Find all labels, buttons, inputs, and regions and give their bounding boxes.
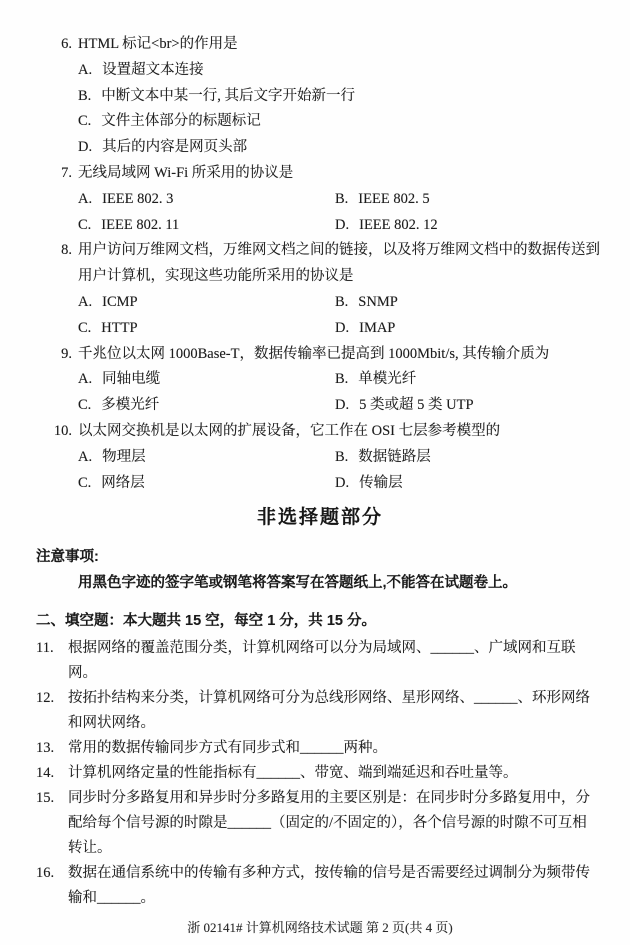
question-7 xyxy=(36,161,604,238)
question-text: 同步时分多路复用和异步时分多路复用的主要区别是：在同步时分多路复用中，分 xyxy=(68,790,590,807)
question-text: 根据网络的覆盖范围分类，计算机网络可以分为局域网、______、广域网和互联网。 xyxy=(68,640,576,682)
option-text: 其后的内容是网页头部 xyxy=(102,139,248,156)
option-label: D. xyxy=(335,474,350,491)
question-15 xyxy=(36,786,604,861)
option-text: 多模光纤 xyxy=(101,397,160,414)
option-d xyxy=(335,471,604,497)
option-list xyxy=(78,187,604,239)
question-text: 用户访问万维网文档，万维网文档之间的链接，以及将万维网文档中的数据传送到 xyxy=(78,242,600,259)
option-label: D. xyxy=(335,216,350,233)
option-c xyxy=(78,471,335,497)
option-b xyxy=(335,445,604,471)
option-d xyxy=(335,316,604,342)
question-text: 按拓扑结构来分类，计算机网络可分为总线形网络、星形网络、______、环形网络 xyxy=(68,690,590,707)
option-a xyxy=(78,187,335,213)
question-number: 6. xyxy=(61,36,72,52)
option-label: D. xyxy=(335,397,350,414)
option-label: A. xyxy=(78,190,93,207)
question-13 xyxy=(36,736,604,761)
option-label: B. xyxy=(78,87,92,104)
option-label: B. xyxy=(335,190,349,207)
option-b xyxy=(335,367,604,393)
option-text: 物理层 xyxy=(102,448,146,465)
question-number: 14. xyxy=(36,765,55,782)
question-text: HTML 标记<br>的作用是 xyxy=(78,36,238,52)
option-list xyxy=(78,290,604,342)
option-text: IEEE 802. 5 xyxy=(358,190,430,207)
notice-title: 注意事项: xyxy=(36,549,99,566)
option-text: 文件主体部分的标题标记 xyxy=(101,113,261,130)
option-text: 5 类或超 5 类 UTP xyxy=(359,397,474,414)
option-label: A. xyxy=(78,448,93,465)
option-d xyxy=(78,135,604,161)
option-a xyxy=(78,290,335,316)
fill-questions xyxy=(36,636,604,911)
option-label: C. xyxy=(78,319,92,336)
notice-text: 用黑色字迹的签字笔或钢笔将答案写在答题纸上,不能答在试题卷上。 xyxy=(78,575,518,592)
question-number: 7. xyxy=(61,164,72,181)
question-number: 9. xyxy=(61,345,72,362)
question-11 xyxy=(36,636,604,686)
option-text: ICMP xyxy=(102,293,138,310)
option-label: C. xyxy=(78,216,92,233)
option-text: 数据链路层 xyxy=(358,448,431,465)
option-text: IEEE 802. 3 xyxy=(102,190,174,207)
question-text: 计算机网络定量的性能指标有______、带宽、端到端延迟和吞吐量等。 xyxy=(68,765,518,782)
question-text: 千兆位以太网 1000Base-T，数据传输率已提高到 1000Mbit/s, 其传输介质为 xyxy=(78,345,550,362)
option-list xyxy=(78,58,604,161)
question-text: 常用的数据传输同步方式有同步式和______两种。 xyxy=(68,740,387,757)
option-text: 单模光纤 xyxy=(358,371,417,388)
option-text: 中断文本中某一行, 其后文字开始新一行 xyxy=(101,87,356,104)
question-number: 11. xyxy=(36,640,54,657)
option-text: HTTP xyxy=(101,319,138,336)
option-b xyxy=(335,290,604,316)
option-label: A. xyxy=(78,293,93,310)
option-c xyxy=(78,316,335,342)
option-label: D. xyxy=(78,139,93,156)
option-text: 传输层 xyxy=(359,474,403,491)
option-label: A. xyxy=(78,61,93,78)
fill-section-header: 二、填空题：本大题共 15 空，每空 1 分，共 15 分。 xyxy=(36,613,376,630)
option-text: SNMP xyxy=(358,293,398,310)
option-text: 同轴电缆 xyxy=(102,371,161,388)
question-9 xyxy=(36,342,604,419)
option-text: IEEE 802. 12 xyxy=(359,216,438,233)
question-text: 配给每个信号源的时隙是______（固定的/不固定的），各个信号源的时隙不可互相 xyxy=(68,815,587,832)
option-label: B. xyxy=(335,293,349,310)
option-c xyxy=(78,393,335,419)
question-16 xyxy=(36,861,604,911)
option-text: IMAP xyxy=(359,319,396,336)
option-list xyxy=(78,367,604,419)
option-b xyxy=(78,84,604,110)
question-number: 16. xyxy=(36,865,55,882)
question-6 xyxy=(36,32,604,161)
question-text: 转让。 xyxy=(68,840,112,857)
page-footer: 浙 02141# 计算机网络技术试题 第 2 页(共 4 页) xyxy=(187,920,453,936)
question-text: 数据在通信系统中的传输有多种方式，按传输的信号是否需要经过调制分为频带传 xyxy=(68,865,590,882)
option-a xyxy=(78,445,335,471)
option-text: IEEE 802. 11 xyxy=(101,216,180,233)
option-a xyxy=(78,58,604,84)
question-number: 12. xyxy=(36,690,55,707)
option-label: C. xyxy=(78,474,92,491)
option-d xyxy=(335,393,604,419)
question-number: 15. xyxy=(36,790,55,807)
question-10 xyxy=(36,419,604,496)
option-label: A. xyxy=(78,371,93,388)
option-b xyxy=(335,187,604,213)
option-c xyxy=(78,109,604,135)
question-text: 以太网交换机是以太网的扩展设备，它工作在 OSI 七层参考模型的 xyxy=(78,422,501,439)
question-text: 输和______。 xyxy=(68,890,155,907)
option-text: 网络层 xyxy=(101,474,145,491)
option-text: 设置超文本连接 xyxy=(102,61,204,78)
option-label: B. xyxy=(335,371,349,388)
question-text: 用户计算机，实现这些功能所采用的协议是 xyxy=(78,268,354,285)
option-c xyxy=(78,213,335,239)
question-8 xyxy=(36,238,604,341)
question-number: 10. xyxy=(53,422,72,439)
question-14 xyxy=(36,761,604,786)
option-label: B. xyxy=(335,448,349,465)
question-text: 和网状网络。 xyxy=(68,715,155,732)
option-label: C. xyxy=(78,397,92,414)
section-heading: 非选择题部分 xyxy=(256,507,383,529)
question-12 xyxy=(36,686,604,736)
option-list xyxy=(78,445,604,497)
notice-block xyxy=(36,544,604,596)
question-number: 13. xyxy=(36,740,55,757)
question-number: 8. xyxy=(61,242,72,259)
option-d xyxy=(335,213,604,239)
option-label: D. xyxy=(335,319,350,336)
question-text: 无线局域网 Wi-Fi 所采用的协议是 xyxy=(78,164,294,181)
option-label: C. xyxy=(78,113,92,130)
option-a xyxy=(78,367,335,393)
